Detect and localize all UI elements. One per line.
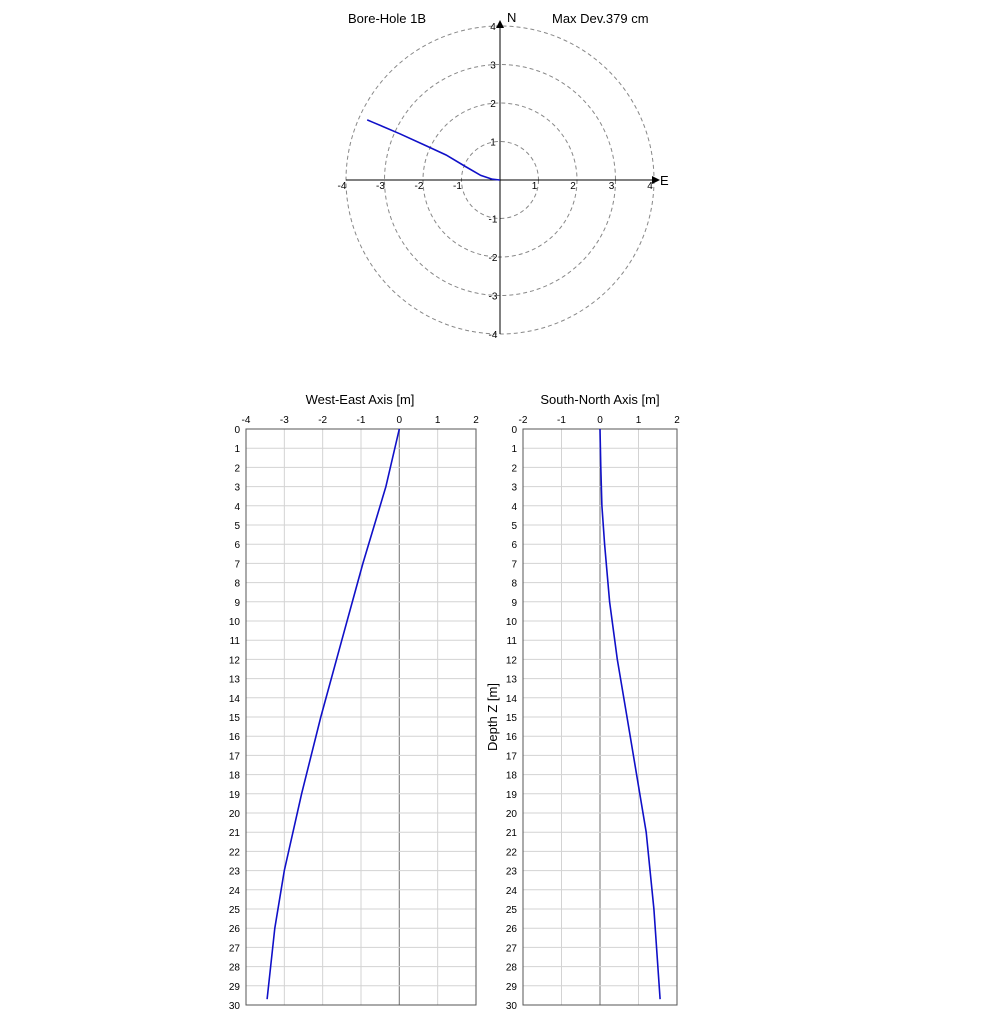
west-east-chart [229, 392, 479, 1012]
depth-tick-label: 20 [505, 809, 517, 820]
depth-tick-label: 5 [511, 521, 517, 532]
depth-tick-label: 15 [228, 713, 240, 724]
max-deviation-label: Max Dev.379 cm [552, 11, 649, 26]
depth-tick-label: 23 [505, 866, 517, 878]
x-tick-label: -3 [279, 415, 289, 426]
depth-tick-label: 14 [228, 693, 240, 705]
depth-tick-label: 20 [228, 809, 240, 820]
x-tick-label: -2 [518, 415, 528, 426]
plan-view-chart [338, 10, 669, 341]
depth-tick-label: 22 [228, 847, 240, 859]
south-north-trace-line [600, 429, 660, 999]
south-north-y-ticks [506, 425, 518, 1012]
x-tick-label: -4 [241, 415, 251, 426]
depth-tick-label: 9 [234, 597, 240, 609]
depth-tick-label: 17 [228, 751, 240, 763]
depth-tick-label: 14 [505, 693, 517, 705]
south-north-x-ticks [519, 415, 681, 426]
depth-tick-label: 23 [228, 866, 240, 878]
depth-tick-label: 16 [228, 732, 240, 744]
polar-y-tick-label: 4 [490, 22, 496, 33]
depth-tick-label: 10 [505, 617, 517, 628]
depth-tick-label: 29 [228, 981, 240, 993]
depth-tick-label: 12 [228, 655, 240, 667]
polar-tick-labels [338, 22, 654, 341]
depth-tick-label: 30 [228, 1001, 240, 1012]
depth-tick-label: 13 [228, 674, 240, 686]
polar-y-tick-label: 2 [490, 99, 496, 110]
depth-tick-label: 8 [511, 578, 517, 590]
polar-y-tick-label: -2 [488, 253, 498, 264]
depth-tick-label: 25 [228, 905, 240, 916]
depth-tick-label: 3 [511, 482, 517, 494]
depth-tick-label: 24 [228, 885, 240, 897]
depth-tick-label: 16 [505, 732, 517, 744]
polar-x-tick-label: 4 [647, 181, 653, 192]
depth-tick-label: 6 [234, 540, 240, 552]
depth-axis-label: Depth Z [m] [485, 683, 500, 751]
depth-tick-label: 26 [505, 924, 517, 936]
depth-tick-label: 2 [511, 463, 517, 475]
depth-tick-label: 22 [505, 847, 517, 859]
depth-tick-label: 3 [234, 482, 240, 494]
depth-tick-label: 18 [505, 770, 517, 782]
south-north-chart [485, 392, 680, 1012]
depth-tick-label: 4 [234, 501, 240, 513]
depth-tick-label: 30 [505, 1001, 517, 1012]
polar-x-tick-label: 3 [608, 181, 615, 192]
depth-tick-label: 18 [228, 770, 240, 782]
depth-tick-label: 25 [505, 905, 517, 916]
x-tick-label: 1 [635, 415, 642, 426]
depth-tick-label: 19 [505, 789, 517, 801]
x-tick-label: -1 [557, 415, 566, 426]
west-east-x-ticks [242, 415, 480, 426]
depth-tick-label: 2 [234, 463, 240, 475]
plan-title: Bore-Hole 1B [348, 11, 427, 26]
west-east-title: West-East Axis [m] [305, 392, 415, 407]
north-arrow-icon [496, 20, 504, 28]
x-tick-label: -1 [356, 415, 366, 426]
depth-tick-label: 19 [228, 789, 240, 801]
depth-tick-label: 0 [511, 425, 517, 436]
depth-tick-label: 21 [505, 828, 517, 840]
polar-x-tick-label: -4 [337, 181, 347, 192]
depth-tick-label: 29 [505, 981, 517, 993]
north-label: N [507, 10, 517, 25]
depth-tick-label: 4 [511, 501, 517, 513]
depth-tick-label: 1 [234, 444, 240, 456]
depth-tick-label: 0 [234, 425, 240, 436]
depth-tick-label: 5 [234, 521, 240, 532]
south-north-title: South-North Axis [m] [540, 392, 660, 407]
west-east-grid [246, 429, 476, 1005]
depth-tick-label: 27 [228, 943, 240, 955]
east-arrow-icon [652, 176, 660, 184]
depth-tick-label: 24 [505, 885, 517, 897]
depth-tick-label: 11 [229, 636, 240, 648]
depth-tick-label: 13 [505, 674, 517, 686]
depth-tick-label: 12 [505, 655, 517, 667]
depth-tick-label: 28 [505, 962, 517, 974]
polar-x-tick-label: -3 [376, 181, 385, 192]
west-east-y-ticks [229, 425, 241, 1012]
depth-tick-label: 8 [234, 578, 240, 590]
x-tick-label: 2 [473, 415, 479, 426]
polar-x-tick-label: 1 [531, 181, 538, 192]
polar-y-tick-label: -1 [488, 214, 498, 226]
depth-tick-label: 26 [228, 924, 240, 936]
depth-tick-label: 17 [505, 751, 517, 763]
polar-x-tick-label: -1 [453, 181, 462, 192]
x-tick-label: 1 [434, 415, 441, 426]
polar-x-tick-label: 2 [570, 181, 576, 192]
polar-axes [346, 20, 660, 334]
east-label: E [660, 173, 669, 188]
depth-tick-label: 7 [234, 559, 240, 571]
west-east-trace-line [267, 429, 399, 999]
depth-tick-label: 10 [228, 617, 240, 628]
depth-tick-label: 1 [511, 444, 517, 456]
polar-y-tick-label: -4 [488, 330, 498, 341]
depth-tick-label: 7 [511, 559, 517, 571]
depth-tick-label: 21 [228, 828, 240, 840]
polar-y-tick-label: -3 [488, 291, 498, 303]
x-tick-label: -2 [318, 415, 328, 426]
polar-y-tick-label: 3 [490, 60, 496, 72]
depth-tick-label: 11 [506, 636, 517, 648]
depth-tick-label: 15 [505, 713, 517, 724]
polar-y-tick-label: 1 [490, 137, 496, 149]
depth-tick-label: 28 [228, 962, 240, 974]
plan-trace-line [367, 120, 500, 180]
x-tick-label: 2 [674, 415, 680, 426]
x-tick-label: 0 [597, 415, 603, 426]
depth-tick-label: 9 [511, 597, 517, 609]
x-tick-label: 0 [396, 415, 403, 426]
depth-tick-label: 6 [511, 540, 517, 552]
depth-tick-label: 27 [505, 943, 517, 955]
polar-x-tick-label: -2 [414, 181, 424, 192]
